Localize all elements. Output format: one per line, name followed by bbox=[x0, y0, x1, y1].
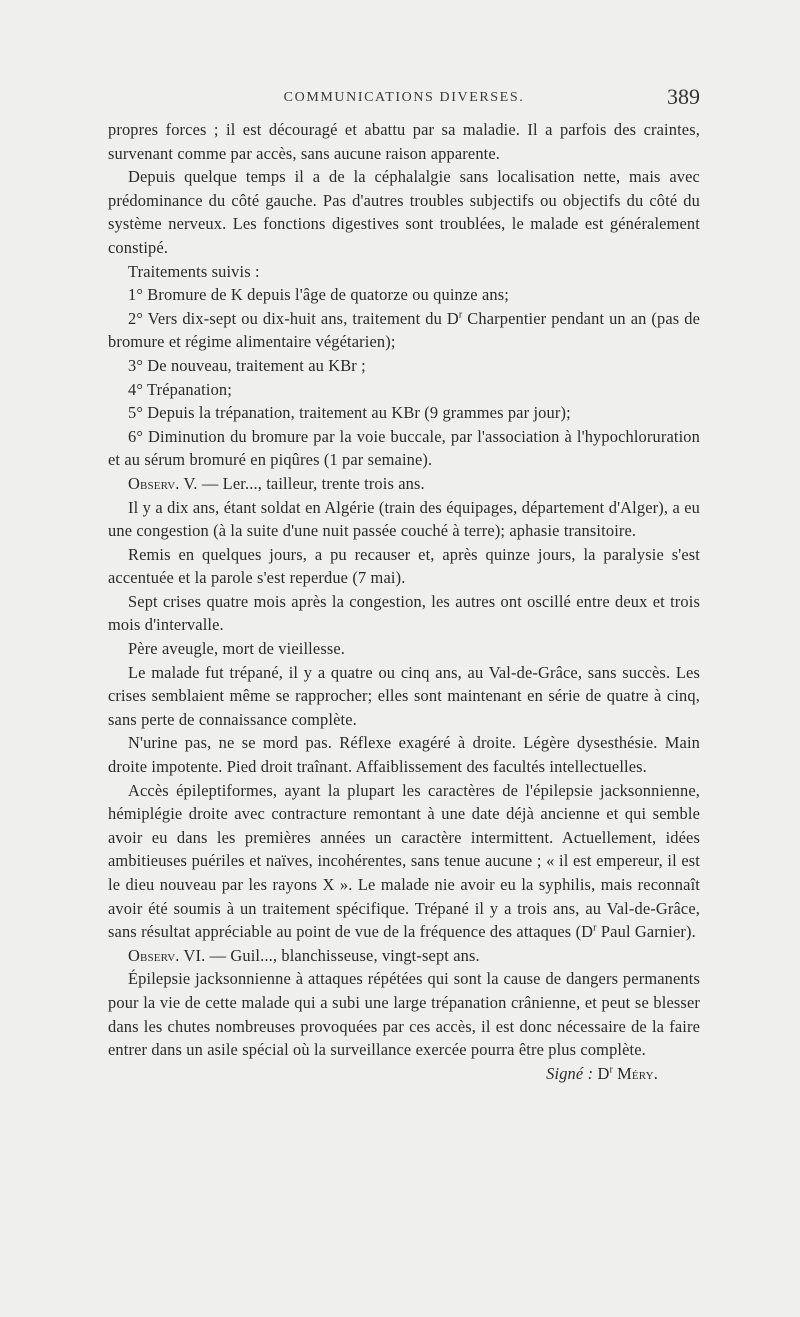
page-header bbox=[108, 86, 700, 112]
list-item: 6° Diminution du bromure par la voie buccale, par l'association à l'hypochloruration et au sérum bromuré en piqûres (1 par semaine). bbox=[108, 426, 700, 470]
paragraph: N'urine pas, ne se mord pas. Réflexe exagéré à droite. Légère dysesthésie. Main droite impotente. Pied droit traînant. Affaiblissement des facultés intellectuelles. bbox=[108, 733, 700, 777]
list-item: 1° Bromure de K depuis l'âge de quatorze ou quinze ans; bbox=[128, 285, 509, 305]
signature-name: Méry. bbox=[617, 1063, 658, 1083]
observation-heading bbox=[108, 944, 700, 968]
signature bbox=[108, 1062, 700, 1086]
paragraph: Il y a dix ans, étant soldat en Algérie (train des équipages, département d'Alger), a eu une congestion (à la suite d'une nuit passée couché à terre); aphasie transitoire. bbox=[108, 497, 700, 541]
superscript: r bbox=[593, 922, 597, 934]
running-head: COMMUNICATIONS DIVERSES. bbox=[283, 90, 525, 105]
list-item-text: 2° Vers dix-sept ou dix-huit ans, traitement du D bbox=[128, 308, 459, 328]
observation-subject: Guil..., blanchisseuse, vingt-sept ans. bbox=[230, 945, 480, 965]
list-item: 3° De nouveau, traitement au KBr ; bbox=[128, 355, 366, 375]
paragraph: Père aveugle, mort de vieillesse. bbox=[128, 639, 346, 659]
superscript: r bbox=[458, 309, 463, 321]
paragraph-text: Paul Garnier). bbox=[596, 922, 696, 942]
paragraph bbox=[108, 779, 700, 944]
observation-subject: Ler..., tailleur, trente trois ans. bbox=[222, 473, 425, 493]
body-text bbox=[108, 118, 700, 1085]
list-item: 5° Depuis la trépanation, traitement au KBr (9 grammes par jour); bbox=[128, 403, 571, 423]
paragraph: propres forces ; il est découragé et abattu par sa maladie. Il a parfois des craintes, survenant comme par accès, sans aucune raison apparente. bbox=[108, 120, 700, 163]
paragraph: Depuis quelque temps il a de la céphalalgie sans localisation nette, mais avec prédominance du côté gauche. Pas d'autres troubles subjectifs ou objectifs du côté du système nerveux. Les fonctions digestives sont troublées, le malade est généralement constipé. bbox=[108, 167, 700, 257]
paragraph: Remis en quelques jours, a pu recauser et, après quinze jours, la paralysie s'est accentuée et la parole s'est reperdue (7 mai). bbox=[108, 544, 700, 588]
page-number: 389 bbox=[667, 84, 700, 109]
list-item bbox=[108, 307, 700, 354]
paragraph-text: Accès épileptiformes, ayant la plupart les caractères de l'épilepsie jacksonnienne, hémiplégie droite avec contracture remontant à une date déjà ancienne et qui semble avoir eu dans les premières années un caractère intermittent. Actuellement, idées ambitieuses puériles et naïves, incohérentes, sans tenue aucune ; « il est empereur, il est le dieu nouveau par les rayons X ». Le malade nie avoir eu la syphilis, mais reconnaît avoir été soumis à un traitement spécifique. Trépané il y a trois ans, au Val-de-Grâce, sans résultat appréciable au point de vue de la fréquence des attaques (D bbox=[108, 780, 700, 942]
observation-heading bbox=[108, 472, 700, 496]
paragraph: Épilepsie jacksonnienne à attaques répétées qui sont la cause de dangers permanents pour la vie de cette malade qui a subi une large trépanation crânienne, et peut se blesser dans les chutes nombreuses provoquées par ces accès, il est donc nécessaire de la faire entrer dans un asile spécial où la surveillance exercée pourra être plus complète. bbox=[108, 969, 700, 1060]
observation-label: Observ. V. — bbox=[128, 473, 223, 493]
paragraph: Sept crises quatre mois après la congestion, les autres ont oscillé entre deux et trois mois d'intervalle. bbox=[108, 591, 700, 635]
list-item: 4° Trépanation; bbox=[128, 379, 232, 399]
paragraph: Le malade fut trépané, il y a quatre ou cinq ans, au Val-de-Grâce, sans succès. Les crises semblaient même se rapprocher; elles sont maintenant en série de quatre à cinq, sans perte de connaissance complète. bbox=[108, 662, 700, 729]
list-item-text: Charpentier pendant un an (pas de bromure et régime alimentaire végétarien); bbox=[108, 308, 700, 352]
paragraph: Traitements suivis : bbox=[128, 261, 260, 281]
observation-label: Observ. VI. — bbox=[128, 945, 231, 965]
signature-label: Signé : bbox=[546, 1063, 594, 1083]
superscript: r bbox=[609, 1064, 613, 1076]
signature-prefix: D bbox=[597, 1063, 610, 1083]
